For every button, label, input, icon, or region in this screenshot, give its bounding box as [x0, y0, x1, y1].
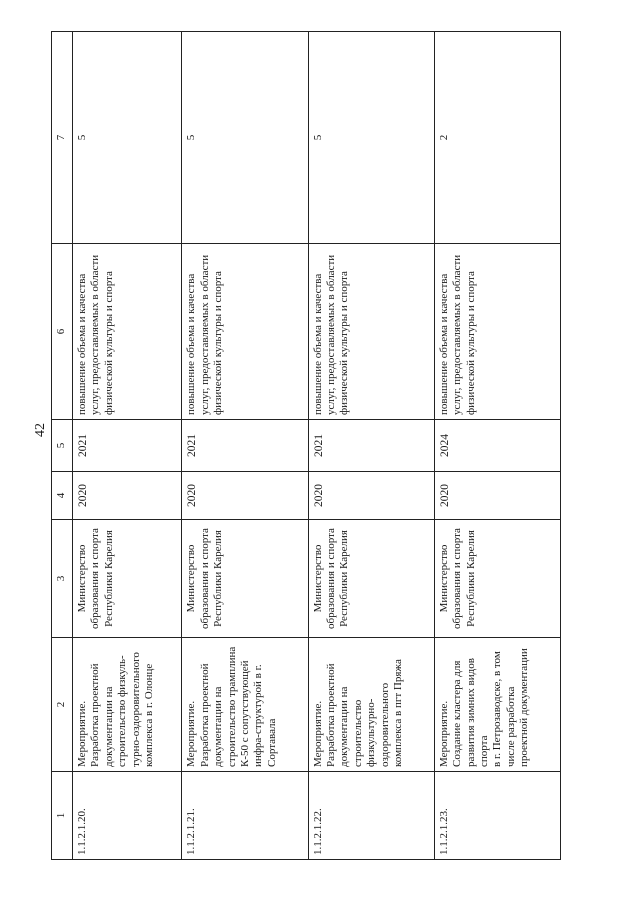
column-header: 4	[52, 472, 73, 520]
column-header: 6	[52, 244, 73, 420]
page-number: 42	[33, 423, 48, 437]
row-end-year: 2024	[434, 420, 560, 472]
row-executor: Министерство образования и спорта Республики Карелия	[434, 520, 560, 638]
row-value: 5	[73, 32, 182, 244]
row-result: повышение объема и качества услуг, предоставляемых в области физической культуры и спорта	[73, 244, 182, 420]
row-start-year: 2020	[73, 472, 182, 520]
row-end-year: 2021	[73, 420, 182, 472]
row-event: Мероприятие. Разработка проектной документации на строительство трамплина К-50 с сопутствующей инфра-структурой в г. Сортавала	[182, 638, 308, 772]
row-value: 5	[308, 32, 434, 244]
row-end-year: 2021	[182, 420, 308, 472]
table-row	[182, 32, 308, 860]
column-header: 5	[52, 420, 73, 472]
row-code: 1.1.2.1.22.	[308, 772, 434, 860]
row-result: повышение объема и качества услуг, предоставляемых в области физической культуры и спорта	[182, 244, 308, 420]
header-row	[52, 32, 73, 860]
row-result: повышение объема и качества услуг, предоставляемых в области физической культуры и спорта	[308, 244, 434, 420]
program-table	[51, 31, 561, 860]
row-value: 5	[182, 32, 308, 244]
column-header: 7	[52, 32, 73, 244]
row-code: 1.1.2.1.20.	[73, 772, 182, 860]
row-executor: Министерство образования и спорта Республики Карелия	[182, 520, 308, 638]
row-start-year: 2020	[308, 472, 434, 520]
row-event: Мероприятие. Разработка проектной документации на строительство физкультурно-оздоровительного комплекса в пгт Пряжа	[308, 638, 434, 772]
row-executor: Министерство образования и спорта Республики Карелия	[308, 520, 434, 638]
column-header: 2	[52, 638, 73, 772]
row-result: повышение объема и качества услуг, предоставляемых в области физической культуры и спорта	[434, 244, 560, 420]
table-row	[308, 32, 434, 860]
row-code: 1.1.2.1.23.	[434, 772, 560, 860]
row-code: 1.1.2.1.21.	[182, 772, 308, 860]
row-value: 2	[434, 32, 560, 244]
table-row	[73, 32, 182, 860]
row-end-year: 2021	[308, 420, 434, 472]
column-header: 3	[52, 520, 73, 638]
row-event: Мероприятие. Разработка проектной документации на строительство физкуль-турно-оздоровительного комплекса в г. Олонце	[73, 638, 182, 772]
table-row	[434, 32, 560, 860]
row-start-year: 2020	[434, 472, 560, 520]
row-start-year: 2020	[182, 472, 308, 520]
column-header: 1	[52, 772, 73, 860]
row-event: Мероприятие. Создание кластера для развития зимних видов спорта в г. Петрозаводске, в том числе разработка проектной документации	[434, 638, 560, 772]
rotated-table-container	[51, 32, 561, 860]
row-executor: Министерство образования и спорта Республики Карелия	[73, 520, 182, 638]
